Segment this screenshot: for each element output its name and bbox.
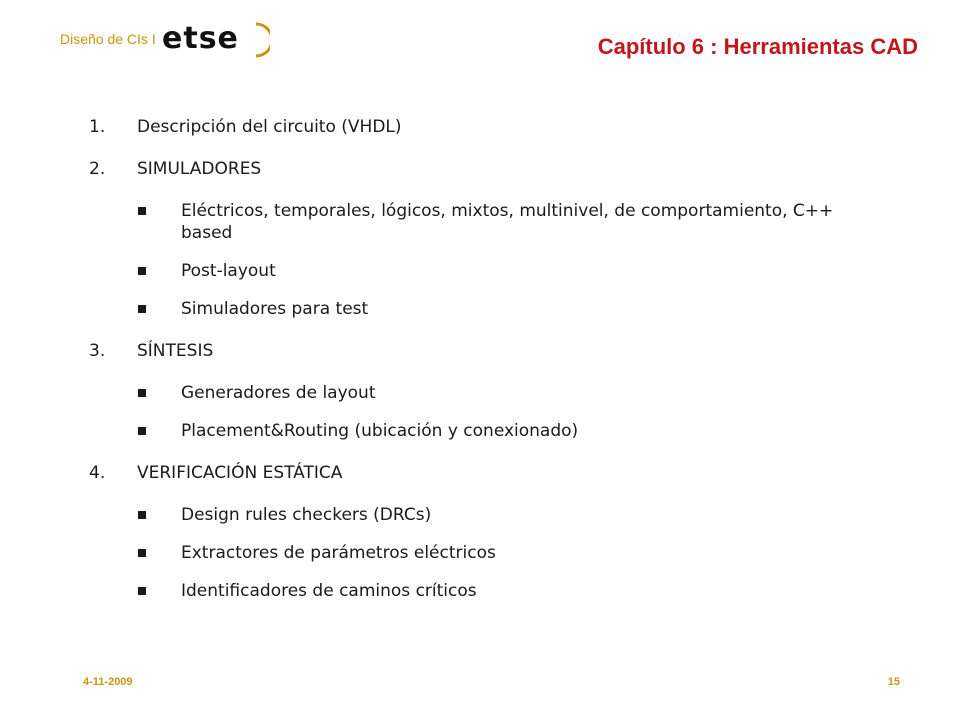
- sub-bullet-text: Post-layout: [181, 261, 276, 281]
- sub-bullet-text: Generadores de layout: [181, 383, 376, 403]
- header-brand: [60, 18, 270, 60]
- sub-bullet-text: Eléctricos, temporales, lógicos, mixtos, multinivel, de comportamiento, C++ based: [181, 201, 834, 243]
- sub-bullet-text: Simuladores para test: [181, 299, 369, 319]
- square-bullet-icon: [138, 549, 146, 557]
- square-bullet-icon: [138, 267, 146, 275]
- etse-logo: [162, 18, 270, 60]
- sub-bullet-text: Placement&Routing (ubicación y conexionado): [181, 421, 579, 441]
- list-item: [89, 158, 909, 180]
- square-bullet-icon: [138, 587, 146, 595]
- list-item-text: Descripción del circuito (VHDL): [137, 117, 402, 137]
- list-item-number: 2.: [89, 159, 106, 179]
- page-number: 15: [887, 676, 900, 688]
- square-bullet-icon: [138, 427, 146, 435]
- content-list: [89, 116, 909, 622]
- sub-bullet: [138, 580, 909, 602]
- sub-bullet: [138, 200, 909, 244]
- page-title: Capítulo 6 : Herramientas CAD: [597, 34, 918, 59]
- sub-bullet: [138, 504, 909, 526]
- sub-bullet-text: Design rules checkers (DRCs): [181, 505, 432, 525]
- list-item-number: 1.: [89, 117, 106, 137]
- square-bullet-icon: [138, 511, 146, 519]
- sub-bullet: [138, 298, 909, 320]
- sub-bullet-text: Extractores de parámetros eléctricos: [181, 543, 496, 563]
- sub-bullet: [138, 382, 909, 404]
- square-bullet-icon: [138, 207, 146, 215]
- list-item-number: 3.: [89, 341, 106, 361]
- list-item: [89, 340, 909, 362]
- list-item-text: SÍNTESIS: [137, 341, 214, 361]
- logo-arc: [256, 24, 270, 56]
- footer-date: 4-11-2009: [83, 676, 133, 688]
- brand-prefix: Diseño de CIs I: [60, 31, 156, 47]
- list-item-text: VERIFICACIÓN ESTÁTICA: [137, 463, 343, 483]
- sub-bullet: [138, 542, 909, 564]
- sub-bullet-text: Identificadores de caminos críticos: [181, 581, 477, 601]
- list-item-text: SIMULADORES: [137, 159, 262, 179]
- list-item: [89, 462, 909, 484]
- sub-bullet: [138, 420, 909, 442]
- logo-text: etse: [161, 21, 239, 56]
- list-item-number: 4.: [89, 463, 106, 483]
- sub-bullet: [138, 260, 909, 282]
- list-item: [89, 116, 909, 138]
- square-bullet-icon: [138, 305, 146, 313]
- square-bullet-icon: [138, 389, 146, 397]
